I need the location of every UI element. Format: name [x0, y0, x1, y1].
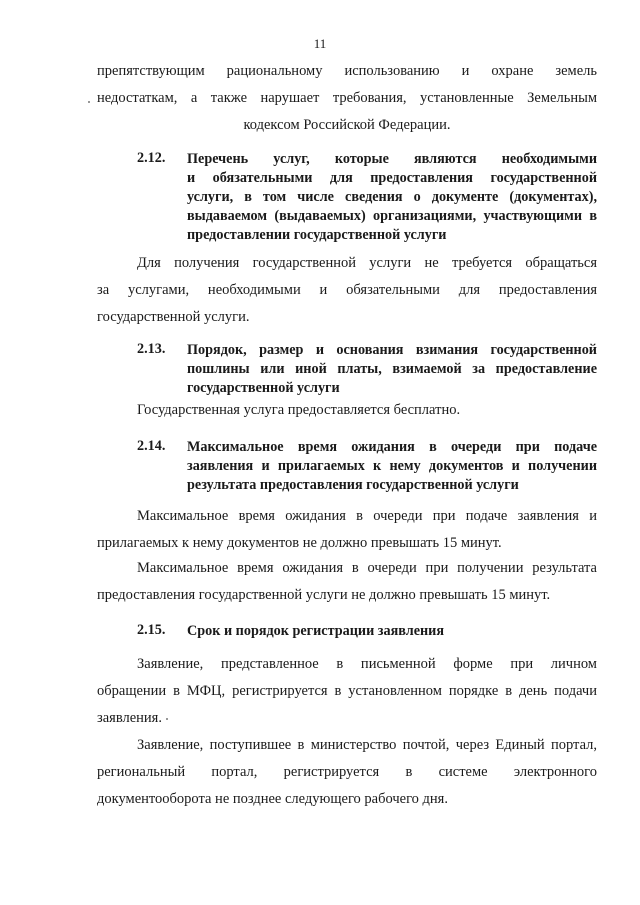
heading-line: государственной услуги	[187, 380, 340, 396]
section-number: 2.13.	[137, 341, 166, 357]
heading-line: результата предоставления государственной услуги	[187, 477, 519, 493]
text-line: Максимальное время ожидания в очереди при получении результата	[137, 560, 597, 576]
text-line: документооборота не позднее следующего рабочего дня.	[97, 791, 448, 807]
text-line: обращении в МФЦ, регистрируется в установленном порядке в день подачи	[97, 683, 597, 699]
text-line: заявления.	[97, 710, 162, 726]
heading-line: Порядок, размер и основания взимания государственной	[187, 342, 597, 358]
paragraph	[97, 397, 597, 424]
text-line: Государственная услуга предоставляется бесплатно.	[137, 402, 461, 418]
text-line: Максимальное время ожидания в очереди при подаче заявления и	[137, 508, 597, 524]
text-line: региональный портал, регистрируется в системе электронного	[97, 764, 597, 780]
heading-line: пошлины или иной платы, взимаемой за предоставление	[187, 361, 597, 377]
paragraph	[97, 555, 597, 609]
heading-line: заявления и прилагаемых к нему документов и получении	[187, 458, 597, 474]
heading-line: Максимальное время ожидания в очереди при подаче	[187, 439, 597, 455]
text-line: Заявление, поступившее в министерство почтой, через Единый портал,	[137, 737, 597, 753]
section-number: 2.12.	[137, 150, 166, 166]
text-line: прилагаемых к нему документов не должно превышать 15 минут.	[97, 535, 502, 551]
heading-line: и обязательными для предоставления государственной	[187, 170, 597, 186]
paragraph	[97, 250, 597, 331]
paragraph	[97, 503, 597, 557]
heading-line: выдаваемом (выдаваемых) организациями, участвующими в	[187, 208, 597, 224]
text-line: препятствующим рациональному использованию и охране земель	[97, 63, 597, 79]
text-line: кодексом Российской Федерации.	[243, 117, 451, 133]
text-line: недостаткам, а также нарушает требования, установленные Земельным	[97, 90, 597, 106]
scan-speck	[166, 718, 168, 720]
page-number: 11	[313, 36, 327, 51]
scan-speck	[88, 101, 90, 103]
text-line: Для получения государственной услуги не требуется обращаться	[137, 255, 597, 271]
section-number: 2.14.	[137, 438, 166, 454]
paragraph	[97, 732, 597, 813]
text-line: за услугами, необходимыми и обязательными для предоставления	[97, 282, 597, 298]
heading-line: Срок и порядок регистрации заявления	[187, 623, 445, 639]
paragraph	[97, 651, 597, 732]
heading-line: Перечень услуг, которые являются необходимыми	[187, 151, 597, 167]
section-number: 2.15.	[137, 622, 166, 638]
heading-line: услуги, в том числе сведения о документе (документах),	[187, 189, 597, 205]
text-line: предоставления государственной услуги не должно превышать 15 минут.	[97, 587, 551, 603]
intro-paragraph	[97, 58, 597, 139]
text-line: Заявление, представленное в письменной форме при личном	[137, 656, 597, 672]
text-line: государственной услуги.	[97, 309, 250, 325]
heading-line: предоставлении государственной услуги	[187, 227, 447, 243]
